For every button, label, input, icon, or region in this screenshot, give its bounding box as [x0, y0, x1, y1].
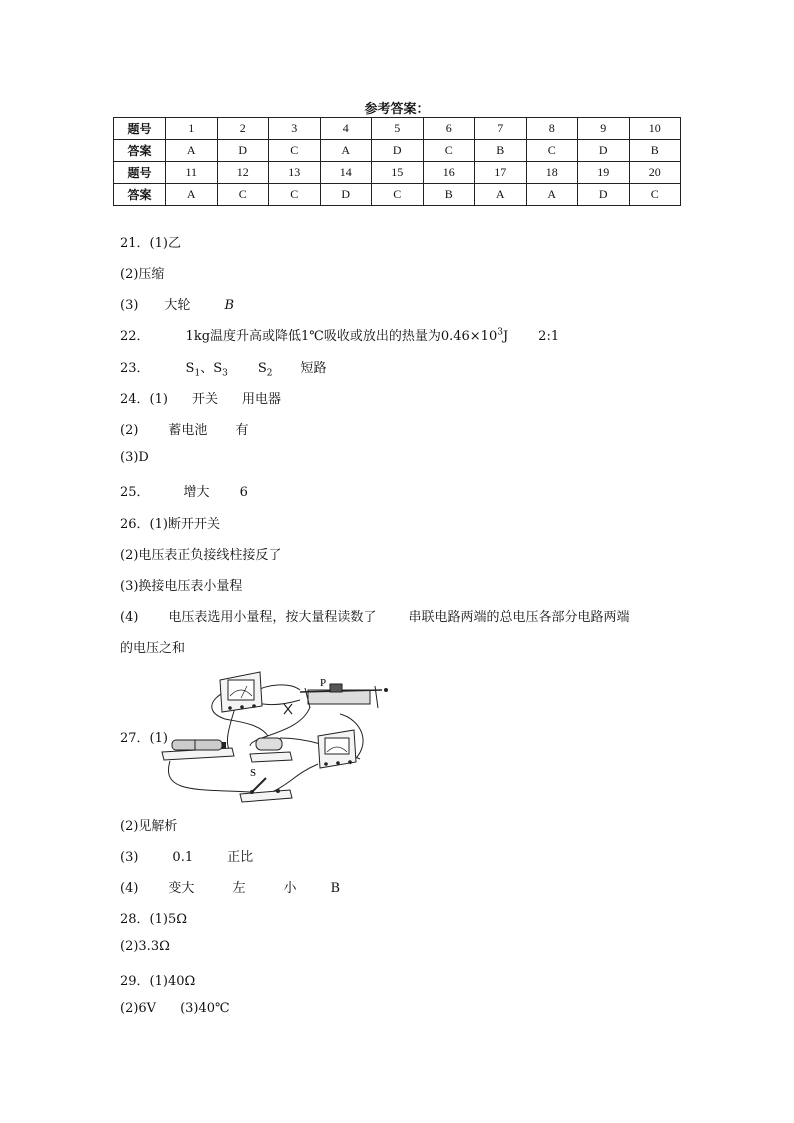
table-row [114, 184, 681, 206]
table-cell: D [320, 184, 372, 206]
table-cell: 7 [475, 118, 527, 140]
table-cell: 3 [269, 118, 321, 140]
answer-25: 25． 增大 6 [120, 485, 248, 500]
answer-24-2: (2) 蓄电池 有 [120, 423, 249, 438]
table-cell: A [526, 184, 578, 206]
table-cell: 16 [423, 162, 475, 184]
table-cell: 12 [217, 162, 269, 184]
row-label: 答案 [114, 184, 166, 206]
answer-26-4-cont: 的电压之和 [120, 641, 186, 656]
table-row [114, 140, 681, 162]
answer-27-1: 27．(1) [120, 731, 168, 746]
table-cell: D [372, 140, 424, 162]
table-cell: B [423, 184, 475, 206]
answer-21-1: 21．(1)乙 [120, 236, 181, 251]
table-cell: C [217, 184, 269, 206]
table-cell: 6 [423, 118, 475, 140]
table-cell: 18 [526, 162, 578, 184]
row-label: 题号 [114, 118, 166, 140]
circuit-diagram [150, 664, 400, 808]
answer-28-1: 28．(1)5Ω [120, 912, 188, 927]
battery-icon [162, 740, 234, 760]
answer-29-1: 29．(1)40Ω [120, 974, 196, 989]
answer-26-1: 26．(1)断开开关 [120, 517, 220, 532]
table-cell: 11 [166, 162, 218, 184]
cross-mark [284, 704, 292, 714]
answer-21-2: (2)压缩 [120, 267, 165, 282]
table-cell: 13 [269, 162, 321, 184]
answer-23: 23． $S_1$、$S_3$ $S_2$ 短路 [120, 361, 327, 379]
wire [272, 764, 318, 792]
table-cell: D [578, 140, 630, 162]
wire [255, 685, 300, 692]
table-cell: 8 [526, 118, 578, 140]
answer-28-2: (2)3.3Ω [120, 939, 170, 954]
answer-table [113, 117, 681, 206]
answer-24-3: (3)D [120, 450, 149, 465]
table-cell: 19 [578, 162, 630, 184]
ammeter-icon [318, 730, 356, 768]
answer-27-2: (2)见解析 [120, 819, 178, 834]
slide-rheostat-icon [300, 684, 388, 708]
answer-29-2: (2)6V (3)40℃ [120, 1001, 230, 1016]
answer-27-3: (3) 0.1 正比 [120, 850, 254, 865]
table-cell: A [320, 140, 372, 162]
table-cell: A [166, 184, 218, 206]
table-cell: C [269, 140, 321, 162]
table-cell: A [475, 184, 527, 206]
table-cell: 17 [475, 162, 527, 184]
table-cell: 15 [372, 162, 424, 184]
row-label: 题号 [114, 162, 166, 184]
table-cell: 5 [372, 118, 424, 140]
table-cell: 9 [578, 118, 630, 140]
switch-icon [240, 778, 292, 802]
answer-27-4: (4) 变大 左 小 B [120, 881, 341, 896]
row-label: 答案 [114, 140, 166, 162]
table-cell: B [629, 140, 681, 162]
table-row [114, 118, 681, 140]
resistor-icon [250, 738, 292, 762]
table-row [114, 162, 681, 184]
slider-label-p: P [320, 677, 327, 689]
table-cell: B [475, 140, 527, 162]
answer-26-4: (4) 电压表选用小量程，按大量程读数了 串联电路两端的总电压各部分电路两端 [120, 610, 630, 625]
table-cell: C [372, 184, 424, 206]
table-cell: 1 [166, 118, 218, 140]
wire [168, 761, 250, 792]
voltmeter-icon [220, 672, 262, 712]
table-cell: 2 [217, 118, 269, 140]
table-cell: 20 [629, 162, 681, 184]
table-cell: D [217, 140, 269, 162]
table-cell: C [423, 140, 475, 162]
page-title: 参考答案： [364, 102, 430, 117]
answer-22: 22． 1kg温度升高或降低1℃吸收或放出的热量为$0.46\times 10^3J$ 2:1 [120, 327, 560, 344]
table-cell: C [526, 140, 578, 162]
table-cell: 10 [629, 118, 681, 140]
answer-24-1: 24．(1) 开关 用电器 [120, 392, 281, 407]
table-cell: D [578, 184, 630, 206]
table-cell: A [166, 140, 218, 162]
answer-26-3: (3)换接电压表小量程 [120, 579, 243, 594]
answer-21-3: (3) 大轮 B [120, 298, 234, 313]
answer-26-2: (2)电压表正负接线柱接反了 [120, 548, 282, 563]
table-cell: 4 [320, 118, 372, 140]
table-cell: 14 [320, 162, 372, 184]
switch-label-s: S [250, 767, 257, 779]
table-cell: C [629, 184, 681, 206]
table-cell: C [269, 184, 321, 206]
